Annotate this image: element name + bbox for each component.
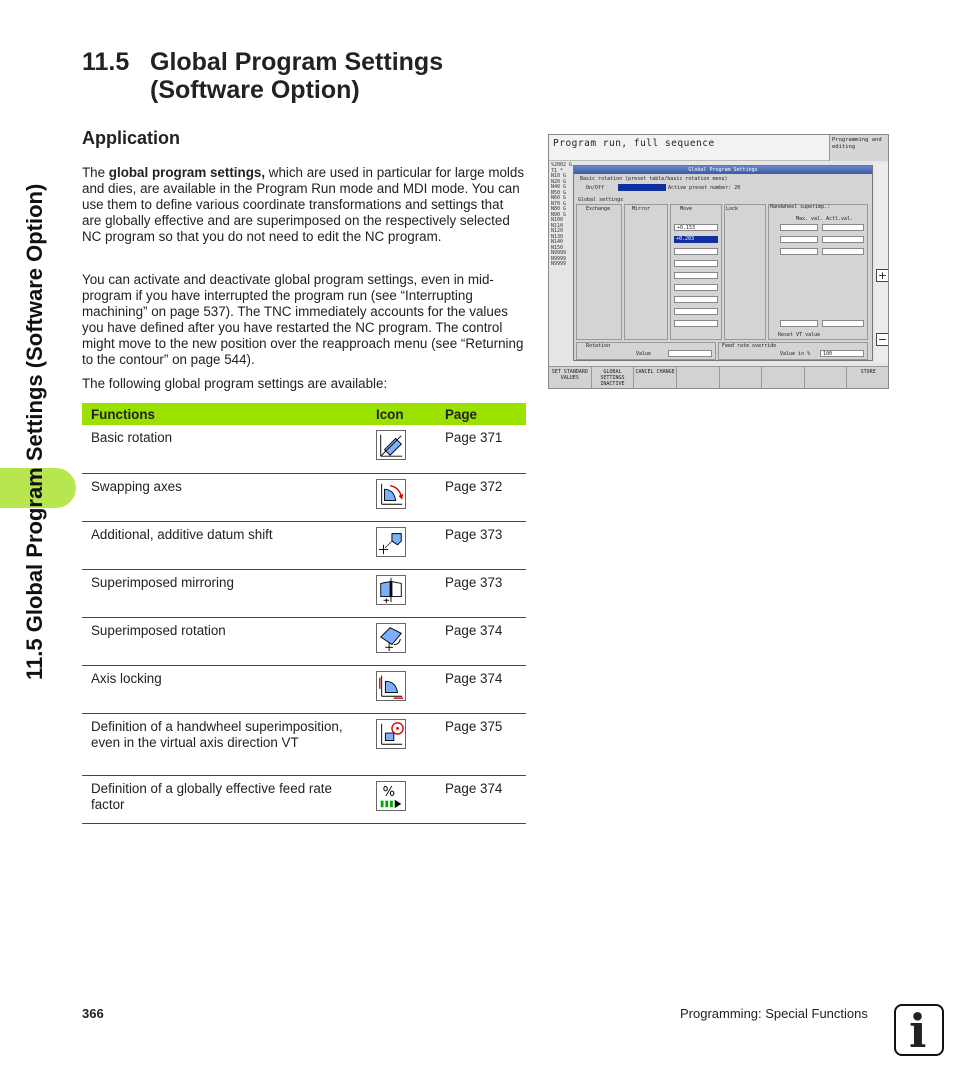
page-ref: Page 373 <box>436 569 526 617</box>
program-line: N9999 <box>551 261 567 267</box>
move-z-field[interactable] <box>674 248 718 255</box>
function-name: Additional, additive datum shift <box>82 521 367 569</box>
swap-axes-icon <box>376 479 406 509</box>
hw-y-act <box>822 236 864 243</box>
feed-value-label: Value in % <box>780 351 811 357</box>
softkey-empty-5[interactable] <box>720 367 763 389</box>
table-row <box>82 569 526 617</box>
softkey-bar <box>549 366 889 389</box>
mirroring-icon <box>376 575 406 605</box>
right-panel <box>875 163 889 363</box>
max-val-label: Max. val. <box>796 216 824 222</box>
move-y-field[interactable] <box>674 236 718 243</box>
page-title <box>82 48 443 104</box>
program-line: N40 G <box>551 184 567 190</box>
lock-label: Lock <box>726 206 739 212</box>
rotation-label: Rotation <box>586 343 611 349</box>
program-line: N140 <box>551 239 564 245</box>
move-v-field[interactable] <box>674 308 718 315</box>
title-line2: (Software Option) <box>150 76 360 104</box>
move-a-field[interactable] <box>674 260 718 267</box>
program-line: N50 G <box>551 189 567 196</box>
program-line: N110 <box>551 222 564 229</box>
program-line: N70 G <box>551 200 567 207</box>
feed-override-label: Feed rate override <box>722 343 777 349</box>
function-name: Superimposed rotation <box>82 617 367 665</box>
page-ref: Page 372 <box>436 473 526 521</box>
table-row <box>82 617 526 665</box>
move-b-field[interactable] <box>674 272 718 279</box>
section-title: Application <box>82 128 180 148</box>
program-line: N60 G <box>551 195 567 201</box>
table-row <box>82 713 526 775</box>
softkey-empty-6[interactable] <box>762 367 805 389</box>
paragraph-available: The following global program settings are available: <box>82 376 388 391</box>
program-line: N9999 <box>551 250 567 256</box>
exchange-group <box>576 204 622 340</box>
info-icon: i <box>894 1004 944 1056</box>
program-line: N150 <box>551 244 564 251</box>
rotation-field[interactable] <box>668 350 712 357</box>
rotation-icon <box>376 623 406 653</box>
table-row <box>82 665 526 713</box>
function-name: Definition of a globally effective feed rate factor <box>82 775 367 823</box>
hw-z-act <box>822 248 864 255</box>
hw-z-max[interactable] <box>780 248 818 255</box>
program-line: N90 G <box>551 211 567 218</box>
screen-titlebar <box>549 135 829 161</box>
program-line: N20 G <box>551 178 567 185</box>
basic-rotation-icon <box>376 430 406 460</box>
program-line: N130 <box>551 233 564 240</box>
program-listing <box>551 163 575 268</box>
hw-vt-max[interactable] <box>780 320 818 327</box>
screen-title: Program run, full sequence <box>553 138 715 149</box>
function-name: Axis locking <box>82 665 367 713</box>
lock-group <box>724 204 766 340</box>
function-name: Basic rotation <box>82 425 367 473</box>
page-ref: Page 374 <box>436 617 526 665</box>
move-x-value: +0.153 <box>677 225 696 231</box>
table-row <box>82 425 526 473</box>
minus-icon[interactable]: − <box>877 333 888 346</box>
intro-pre: The <box>82 165 109 180</box>
softkey-set-standard[interactable]: SET STANDARD VALUES <box>549 367 592 389</box>
softkey-cancel-change[interactable]: CANCEL CHANGE <box>634 367 677 389</box>
program-line: N100 <box>551 217 564 223</box>
program-line: N80 G <box>551 206 567 212</box>
page-ref: Page 374 <box>436 665 526 713</box>
page-number: 366 <box>82 1006 104 1021</box>
exchange-label: Exchange <box>586 206 611 212</box>
dialog-title: Global Program Settings <box>574 166 872 174</box>
softkey-empty-7[interactable] <box>805 367 848 389</box>
hw-x-max[interactable] <box>780 224 818 231</box>
move-y-value: +0.203 <box>676 236 695 242</box>
global-settings-label: Global settings <box>578 197 624 203</box>
softkey-empty-4[interactable] <box>677 367 720 389</box>
basic-rotation-field[interactable] <box>618 184 666 191</box>
handwheel-label: Handwheel superimp.: <box>770 204 831 210</box>
side-tab-text: 11.5 Global Program Settings (Software Option) <box>22 183 47 680</box>
side-tab <box>0 0 76 1091</box>
move-x-field[interactable] <box>674 224 718 231</box>
softkey-store[interactable]: STORE <box>847 367 889 389</box>
actl-val-label: Actl.val. <box>826 216 854 222</box>
paragraph-intro <box>82 165 526 245</box>
page-ref: Page 375 <box>436 713 526 775</box>
hw-y-max[interactable] <box>780 236 818 243</box>
move-u-field[interactable] <box>674 296 718 303</box>
hw-x-act <box>822 224 864 231</box>
header-page: Page <box>436 403 526 425</box>
intro-post: which are used in particular for large molds and dies, are available in the Program Run mode and MDI mode. You can use them to define various coordinate transformations and settings that are globally effective and are superimposed on the respectively selected NC program so that you do not need to edit the NC program. <box>82 165 525 244</box>
mirror-group <box>624 204 668 340</box>
tnc-screenshot <box>548 134 889 389</box>
mirror-label: Mirror <box>632 206 651 212</box>
program-line: N10 G <box>551 173 567 179</box>
svg-text:%: % <box>382 784 396 800</box>
mode-box: Programming and editing <box>829 135 889 161</box>
page-ref: Page 371 <box>436 425 526 473</box>
title-line1: Global Program Settings <box>150 48 444 76</box>
feed-value: 100 <box>823 351 833 357</box>
basic-rotation-label: Basic rotation (preset table/basic rotation menu) <box>580 176 728 182</box>
global-settings-dialog <box>573 165 873 361</box>
paragraph-activate: You can activate and deactivate global program settings, even in mid-program if you have interrupted the program run (see “Interrupting machining” on page 537). The TNC immediately accounts for the values you have defined after you have restarted the NC program. The control might move to the new position over the reapproach menu (see “Returning to the contour” on page 544). <box>82 272 524 367</box>
table-row <box>82 473 526 521</box>
table-header-row <box>82 403 526 425</box>
function-name: Definition of a handwheel superimposition, even in the virtual axis direction VT <box>82 713 367 775</box>
section-number: 11.5 <box>82 48 130 76</box>
hw-vt-act <box>822 320 864 327</box>
program-line: N9999 <box>551 255 567 262</box>
header-icon: Icon <box>367 403 436 425</box>
program-line: N120 <box>551 228 564 234</box>
table-row <box>82 775 526 823</box>
function-name: Swapping axes <box>82 473 367 521</box>
page-ref: Page 374 <box>436 775 526 823</box>
page-ref: Page 373 <box>436 521 526 569</box>
rotation-value-label: Value <box>636 351 652 357</box>
function-name: Superimposed mirroring <box>82 569 367 617</box>
handwheel-icon <box>376 719 406 749</box>
chapter-title: Programming: Special Functions <box>680 1006 868 1021</box>
feed-field[interactable] <box>820 350 864 357</box>
intro-bold: global program settings, <box>108 165 266 180</box>
reset-vt-label: Reset VT value <box>778 332 821 338</box>
table-row <box>82 521 526 569</box>
feed-rate-icon <box>376 781 406 811</box>
datum-shift-icon <box>376 527 406 557</box>
active-preset-label: Active preset number: 20 <box>668 185 741 191</box>
softkey-global-inactive[interactable]: GLOBAL SETTINGS INACTIVE <box>592 367 635 389</box>
onoff-label: On/Off <box>586 185 605 191</box>
move-label: Move <box>680 206 693 212</box>
move-w-field[interactable] <box>674 320 718 327</box>
plus-icon[interactable]: + <box>877 269 888 282</box>
functions-table <box>82 403 526 824</box>
program-line: %2002 G 71 * <box>551 162 573 174</box>
move-c-field[interactable] <box>674 284 718 291</box>
header-functions: Functions <box>82 403 367 425</box>
axis-lock-icon <box>376 671 406 701</box>
